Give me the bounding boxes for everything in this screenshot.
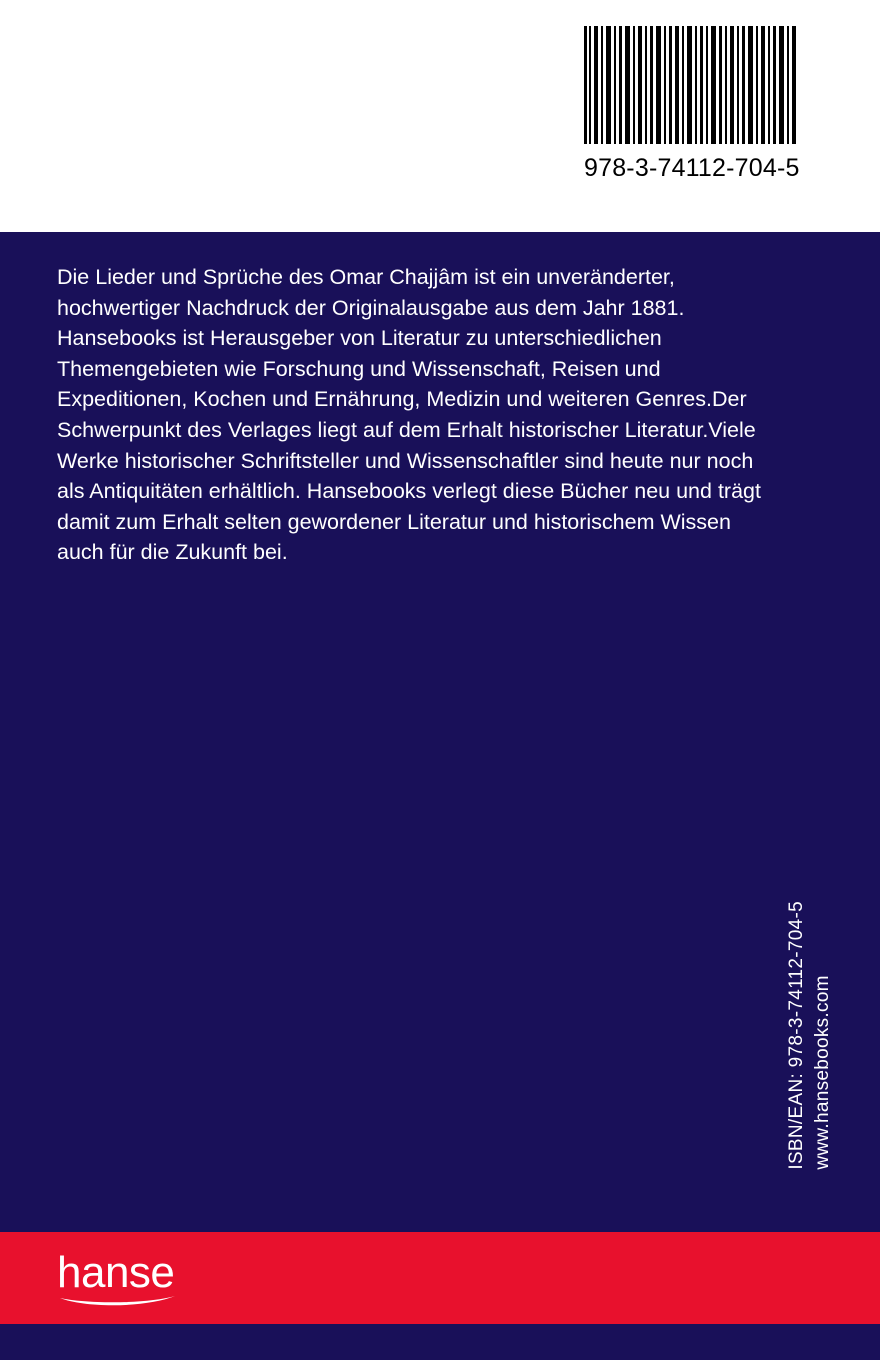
spine-side-info xyxy=(784,901,836,1170)
isbn-number: 978-3-74112-704-5 xyxy=(584,154,800,182)
navy-panel xyxy=(0,232,880,1232)
publisher-blurb: Die Lieder und Sprüche des Omar Chajjâm ist ein unveränderter, hochwertiger Nachdruck der Originalausgabe aus dem Jahr 1881. Hansebooks ist Herausgeber von Literatur zu unterschiedlichen Themengebieten wie Forschung und Wissenschaft, Reisen und Expeditionen, Kochen und Ernährung, Medizin und weiteren Genres.Der Schwerpunkt des Verlages liegt auf dem Erhalt historischer Literatur.Viele Werke historischer Schriftsteller und Wissenschaftler sind heute nur noch als Antiquitäten erhältlich. Hansebooks verlegt diese Bücher neu und trägt damit zum Erhalt selten gewordener Literatur und historischem Wissen auch für die Zukunft bei. xyxy=(57,265,761,565)
barcode-block xyxy=(584,26,798,183)
side-isbn-line: ISBN/EAN: 978-3-74112-704-5 xyxy=(786,901,807,1170)
barcode-zone xyxy=(0,0,880,232)
footer-bar xyxy=(0,1232,880,1324)
hanse-logo xyxy=(57,1250,227,1310)
swoosh-underline-icon xyxy=(59,1294,177,1308)
hanse-logo-text: hanse xyxy=(57,1248,175,1297)
bottom-strip xyxy=(0,1324,880,1360)
side-website-line: www.hansebooks.com xyxy=(812,975,833,1170)
barcode-icon xyxy=(584,26,798,144)
